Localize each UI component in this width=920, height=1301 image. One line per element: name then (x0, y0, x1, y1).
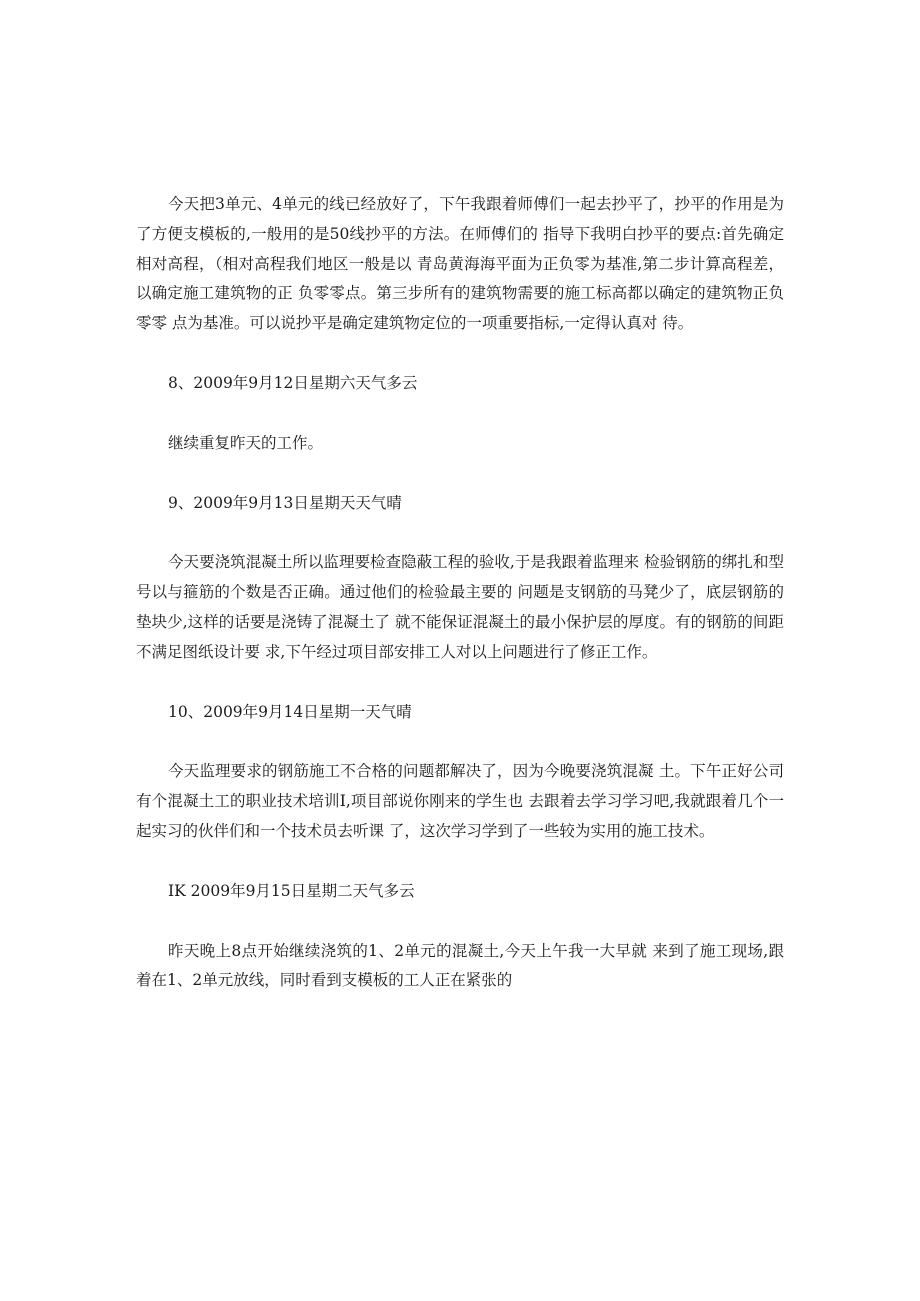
paragraph-gap (136, 339, 784, 369)
paragraph-inspection: 今天要浇筑混凝土所以监理要检查隐蔽工程的验收,于是我跟着监理来 检验钢筋的绑扎和型号以与箍筋的个数是否正确。通过他们的检验最主要的 问题是支钢筋的马凳少了，底层钢筋的垫块少,这样的话要是浇铸了混凝土了 就不能保证混凝土的最小保护层的厚度。有的钢筋的间距不满足图纸设计要 求,下午经过项目部安排工人对以上问题进行了修正工作。 (136, 553, 784, 661)
entry-heading-8: 8、2009年9月12日星期六天气多云 (168, 373, 418, 392)
paragraph-repeat-work: 继续重复昨天的工作。 (168, 433, 324, 452)
paragraph-pouring: 昨天晚上8点开始继续浇筑的1、2单元的混凝土,今天上午我一大早就 来到了施工现场,跟着在1、2单元放线，同时看到支模板的工人正在紧张的 (136, 941, 784, 990)
paragraph-gap (136, 847, 784, 877)
paragraph-gap (136, 907, 784, 937)
entry-heading-9: 9、2009年9月13日星期天天气晴 (168, 493, 402, 512)
paragraph-leveling: 今天把3单元、4单元的线已经放好了，下午我跟着师傅们一起去抄平了，抄平的作用是为了方便支模板的,一般用的是50线抄平的方法。在师傅们的 指导下我明白抄平的要点:首先确定相对高程，（相对高程我们地区一般是以 青岛黄海海平面为正负零为基准,第二步计算高程差，以确定施工建筑物的正 负零零点。第三步所有的建筑物需要的施工标高都以确定的建筑物正负零零 点为基准。可以说抄平是确定建筑物定位的一项重要指标,一定得认真对 待。 (136, 195, 784, 333)
paragraph-training: 今天监理要求的钢筋施工不合格的问题都解决了，因为今晚要浇筑混凝 土。下午正好公司有个混凝土工的职业技术培训I,项目部说你刚来的学生也 去跟着去学习学习吧,我就跟着几个一起实习的伙伴们和一个技术员去听课 了，这次学习学到了一些较为实用的施工技术。 (136, 762, 784, 840)
paragraph-gap (136, 727, 784, 757)
entry-heading-11: IK 2009年9月15日星期二天气多云 (168, 881, 415, 900)
entry-heading-10: 10、2009年9月14日星期一天气晴 (168, 702, 412, 721)
paragraph-gap (136, 399, 784, 429)
paragraph-gap (136, 668, 784, 698)
paragraph-gap (136, 459, 784, 489)
paragraph-gap (136, 518, 784, 548)
document-body (136, 190, 784, 996)
